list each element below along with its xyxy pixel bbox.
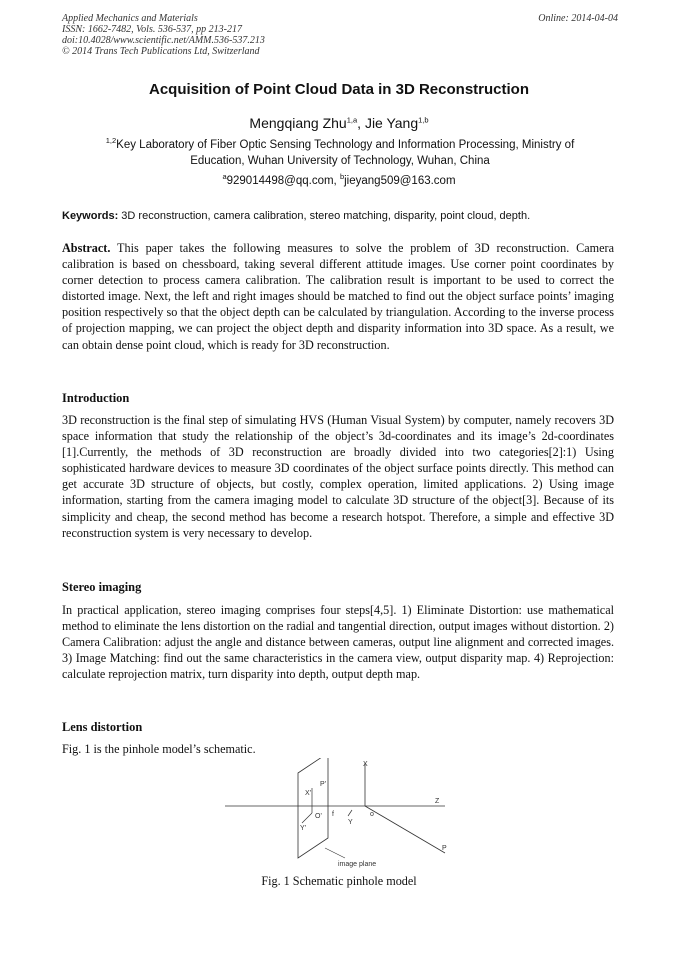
copyright-line: © 2014 Trans Tech Publications Ltd, Switzerland (62, 46, 260, 57)
doi-line: doi:10.4028/www.scientific.net/AMM.536-537.213 (62, 35, 265, 46)
affiliation-sup: 1,2 (105, 136, 117, 146)
fig-label-z: Z (435, 798, 440, 805)
lens-heading: Lens distortion (62, 720, 143, 734)
fig-label-p: P (442, 845, 447, 852)
keywords-text: 3D reconstruction, camera calibration, stereo matching, disparity, point cloud, depth. (118, 210, 531, 222)
email-b-sup: b (339, 172, 345, 182)
fig-label-x-prime: X' (305, 790, 312, 797)
stereo-text: In practical application, stereo imaging comprises four steps[4,5]. 1) Eliminate Distortion: use mathematical method to eliminate the lens distortion on the radial and tangential direction, output images without distortion. 2) Camera Calibration: adjust the angle and distance between cameras, output line alignment and corrected images. 3) Image Matching: find out the same characteristics in the camera view, output disparity map. 4) Reprojection: calculate reprojection matrix, turn disparity into depth, output depth map. (62, 603, 614, 682)
author-separator: , (357, 115, 365, 131)
journal-name: Applied Mechanics and Materials (62, 13, 198, 24)
pinhole-diagram (220, 758, 460, 878)
fig-label-y: Y (348, 819, 353, 826)
email-a: 929014498@qq.com, (226, 175, 340, 187)
fig-label-p-prime: P' (320, 781, 327, 788)
author-1-sup: 1,a (346, 115, 358, 125)
image-plane-shape (298, 758, 328, 858)
affiliation (80, 137, 600, 169)
author-2-name: Jie Yang (364, 115, 419, 131)
email-line (0, 172, 678, 187)
plane-pointer (325, 848, 345, 858)
online-date: Online: 2014-04-04 (538, 13, 618, 24)
abstract (62, 240, 614, 353)
abstract-label: Abstract. (62, 241, 111, 255)
author-1-name: Mengqiang Zhu (249, 115, 347, 131)
email-a-sup: a (222, 172, 227, 182)
y-axis-arrow (348, 810, 352, 816)
fig-label-o: o (370, 811, 374, 818)
issn-line: ISSN: 1662-7482, Vols. 536-537, pp 213-217 (62, 24, 242, 35)
introduction-heading: Introduction (62, 391, 130, 405)
author-line (0, 115, 678, 131)
y-prime-axis (302, 813, 312, 823)
projection-ray (365, 806, 445, 853)
introduction-text: 3D reconstruction is the final step of simulating HVS (Human Visual System) by computer, namely recovers 3D space information that study the relationship of the object’s 3d-coordinates and its image’s 2d-coordinates [1].Currently, the methods of 3D reconstruction are broadly divided into two categories[2]:1) Using sophisticated hardware devices to measure 3D coordinates of the object surface points directly. This method can get accurate 3D structure of objects, but costly, complex operation, limited applications. 2) Using image information, starting from the camera imaging model to calculate 3D structure of the object[3]. Because of its simplicity and cheap, the second method has become a research hotspot. Therefore, a simple and effective 3D reconstruction system is very necessary to develop. (62, 413, 614, 540)
lens-text: Fig. 1 is the pinhole model’s schematic. (62, 742, 256, 756)
affiliation-text: Key Laboratory of Fiber Optic Sensing Technology and Information Processing, Ministry of Education, Wuhan University of Technology, Wuhan, China (116, 139, 575, 167)
fig-label-image-plane: image plane (338, 861, 377, 868)
stereo-heading: Stereo imaging (62, 580, 142, 594)
fig-label-x: X (363, 761, 368, 768)
fig-label-o-prime: O' (315, 813, 322, 820)
running-header (62, 13, 618, 57)
author-2-sup: 1,b (418, 115, 429, 125)
paper-title: Acquisition of Point Cloud Data in 3D Reconstruction (148, 81, 529, 98)
fig-label-f: f (332, 811, 334, 818)
figure-1 (220, 758, 460, 878)
email-b: jieyang509@163.com (344, 175, 456, 187)
abstract-text: This paper takes the following measures to solve the problem of 3D reconstruction. Camera calibration is based on chessboard, taking several different attitude images. Use corner point coordinates by corner detection to process camera calibration. The calibration result is important to be used to correct the distorted image. Next, the left and right images should be matched to find out the object surface points’ imaging position respectively so that the object depth can be calculated by triangulation. According to the inverse process of projection mapping, we can project the object depth and disparity information into 3D space. As a result, we can obtain dense point cloud, which is ready for 3D reconstruction. (62, 241, 614, 352)
fig-label-y-prime: Y' (300, 825, 307, 832)
keywords-label: Keywords: (62, 210, 119, 222)
keywords (62, 210, 618, 222)
figure-caption: Fig. 1 Schematic pinhole model (261, 874, 417, 888)
